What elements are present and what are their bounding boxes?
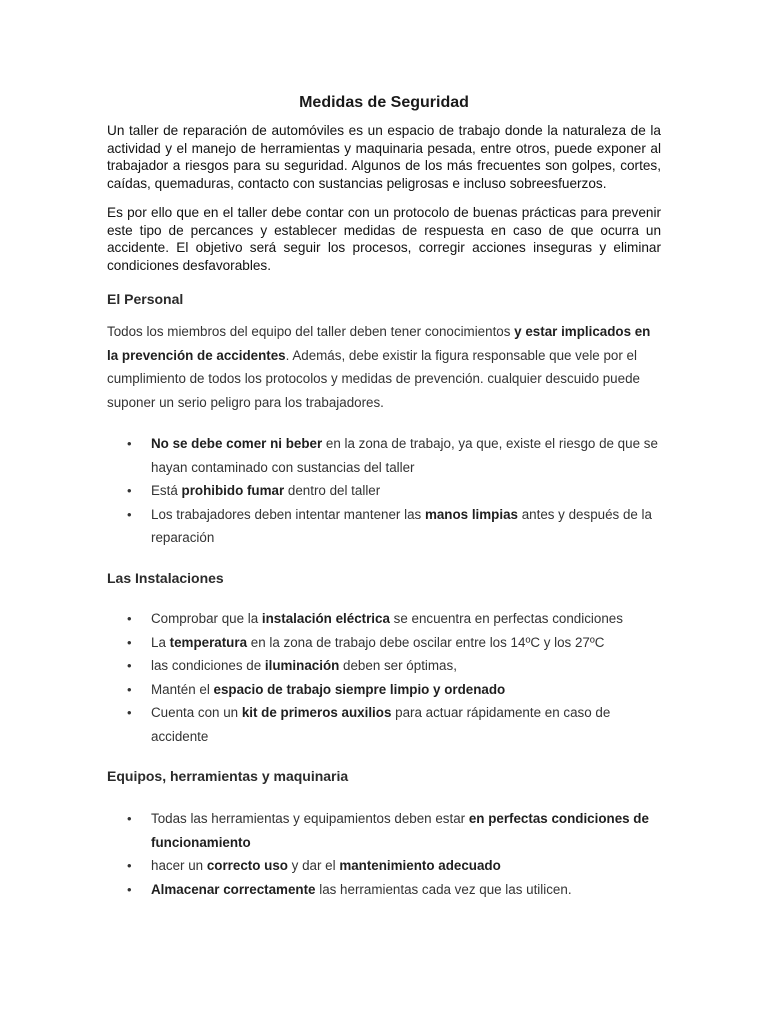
list-item: • Los trabajadores deben intentar mantener las manos limpias antes y después de la reparación — [107, 503, 661, 550]
list-item: • las condiciones de iluminación deben ser óptimas, — [107, 654, 661, 678]
bullet-icon: • — [127, 483, 132, 499]
list-item: • La temperatura en la zona de trabajo debe oscilar entre los 14ºC y los 27ºC — [107, 631, 661, 655]
personal-text-1: Todos los miembros del equipo del taller deben tener conocimientos — [107, 324, 515, 339]
bullet-icon: • — [127, 436, 132, 451]
section-heading-instalaciones: Las Instalaciones — [107, 570, 224, 586]
bullet-icon: • — [127, 658, 132, 674]
bullet-icon: • — [127, 858, 132, 874]
section-heading-equipos: Equipos, herramientas y maquinaria — [107, 768, 349, 784]
intro-paragraph-2: Es por ello que en el taller debe contar con un protocolo de buenas prácticas para prevenir este tipo de percances y establecer medidas de respuesta en caso de que ocurra un accidente. El objetivo será seguir los procesos, corregir acciones inseguras y eliminar condiciones desfavorables. — [107, 205, 661, 273]
personal-text-2: . Además, debe existir la figura responsable que vele por el cumplimiento de todos los protocolos y medidas de prevención. cualquier descuido puede suponer un serio peligro para los trabajadores. — [107, 347, 640, 410]
bullet-icon: • — [127, 681, 132, 697]
bullet-icon: • — [127, 611, 132, 626]
bullet-icon: • — [127, 705, 132, 721]
list-item: • No se debe comer ni beber en la zona de trabajo, ya que, existe el riesgo de que se hayan contaminado con sustancias del taller — [107, 432, 661, 479]
list-item: • Cuenta con un kit de primeros auxilios para actuar rápidamente en caso de accidente — [107, 701, 661, 748]
personal-list — [107, 432, 661, 550]
list-item: • Comprobar que la instalación eléctrica se encuentra en perfectas condiciones — [107, 607, 661, 631]
list-item: • Mantén el espacio de trabajo siempre limpio y ordenado — [107, 678, 661, 702]
list-item: • hacer un correcto uso y dar el mantenimiento adecuado — [107, 854, 661, 878]
intro-paragraph-1: Un taller de reparación de automóviles es un espacio de trabajo donde la naturaleza de la actividad y el manejo de herramientas y maquinaria pesada, entre otros, puede exponer al trabajador a riesgos para su seguridad. Algunos de los más frecuentes son golpes, cortes, caídas, quemaduras, contacto con sustancias peligrosas e incluso sobreesfuerzos. — [107, 123, 661, 191]
list-item: • Está prohibido fumar dentro del taller — [107, 479, 661, 503]
bullet-icon: • — [127, 506, 132, 522]
bullet-icon: • — [127, 634, 132, 650]
personal-bold: y estar implicados en la prevención de accidentes — [107, 324, 651, 363]
list-item: • Todas las herramientas y equipamientos deben estar en perfectas condiciones de funcionamiento — [107, 807, 661, 854]
bullet-icon: • — [127, 811, 132, 826]
instalaciones-list — [107, 607, 661, 749]
bullet-icon: • — [127, 881, 132, 897]
personal-paragraph — [107, 320, 661, 414]
section-heading-personal: El Personal — [107, 291, 184, 307]
equipos-list — [107, 807, 661, 901]
page-title: Medidas de Seguridad — [299, 94, 469, 111]
list-item: • Almacenar correctamente las herramientas cada vez que las utilicen. — [107, 878, 661, 902]
